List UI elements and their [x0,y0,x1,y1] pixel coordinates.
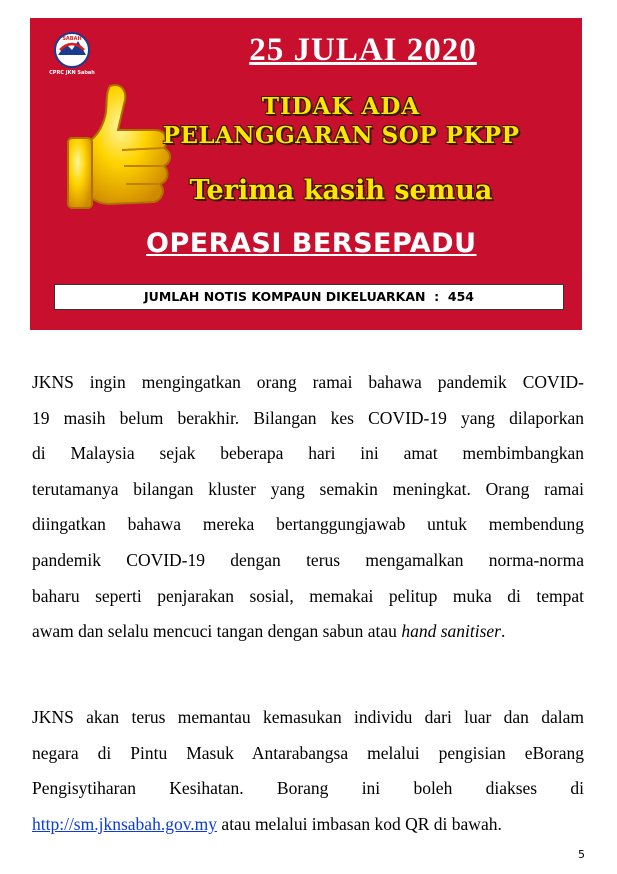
paragraph-line: diingatkan bahawa mereka bertanggungjawab untuk membendung [32,514,584,535]
paragraph-line: Pengisytiharan Kesihatan. Borang ini boleh diakses di [32,778,584,799]
eborang-link[interactable]: http://sm.jknsabah.gov.my [32,813,218,834]
paragraph-text: . [500,621,506,642]
paragraph-line: JKNS akan terus memantau kemasukan individu dari luar dan dalam [32,707,584,727]
notice-count-box [54,284,564,310]
logo-text-top: SABAH [62,36,82,42]
paragraph-line: pandemik COVID-19 dengan terus mengamalkan norma-norma [32,549,584,570]
logo-text-bottom: CPRC JKN Sabah [49,70,95,76]
paragraph-line: terutamanya bilangan kluster yang semakin meningkat. Orang ramai [32,478,584,499]
paragraph-text: awam dan selalu mencuci tangan dengan sabun atau [32,621,402,642]
italic-term: hand sanitiser [401,621,501,642]
paragraph-line: 19 masih belum berakhir. Bilangan kes COVID-19 yang dilaporkan [32,407,584,428]
operation-title: OPERASI BERSEPADU [146,228,477,259]
paragraph-line [32,807,584,843]
page-number: 5 [578,848,585,861]
paragraph-text: atau melalui imbasan kod QR di bawah. [217,813,502,834]
announcement-banner [30,18,582,330]
paragraph-line: di Malaysia sejak beberapa hari ini amat membimbangkan [32,443,584,464]
headline-line-1: TIDAK ADA [261,93,421,120]
headline-line-2: PELANGGARAN SOP PKPP [162,122,520,149]
date-title: 25 JULAI 2020 [249,32,477,68]
paragraph-line [32,614,584,650]
paragraph-1 [32,365,584,650]
paragraph-line: negara di Pintu Masuk Antarabangsa melalui pengisian eBorang [32,742,584,763]
paragraph-line: baharu seperti penjarakan sosial, memakai pelitup muka di tempat [32,585,584,606]
notice-separator: : [425,289,448,304]
paragraph-2 [32,700,584,842]
notice-value: 454 [447,289,474,304]
thanks-message: Terima kasih semua [189,175,493,206]
notice-label: JUMLAH NOTIS KOMPAUN DIKELUARKAN [144,289,426,304]
paragraph-line: JKNS ingin mengingatkan orang ramai bahawa pandemik COVID- [32,372,584,392]
cprc-logo-icon [46,28,98,76]
